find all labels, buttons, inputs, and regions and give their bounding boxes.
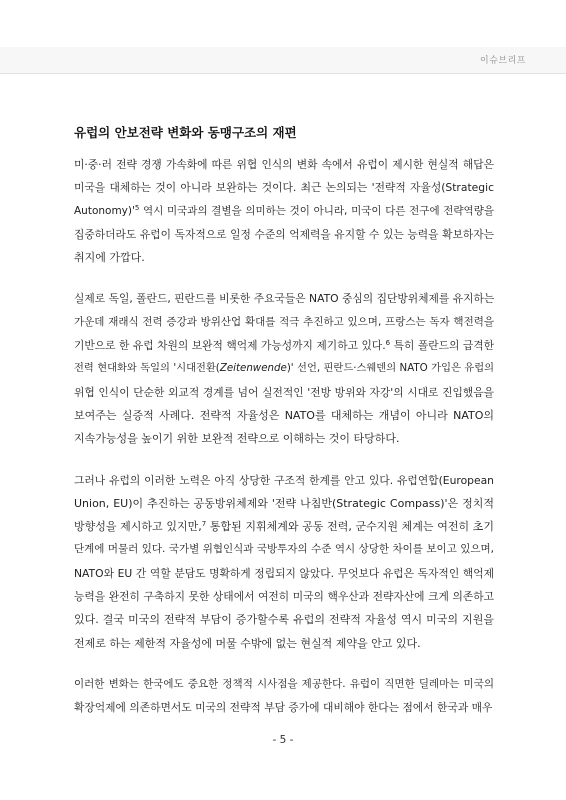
header-bar — [0, 47, 566, 73]
footnote-marker: 7 — [201, 520, 207, 529]
text-line: 보여주는 실증적 사례다. 전략적 자율성은 NATO를 대체하는 개념이 아니라 NATO의 — [74, 408, 494, 422]
text-line: 집중하더라도 유럽이 독자적으로 일정 수준의 억제력을 유지할 수 있는 능력을 확보하자는 — [74, 227, 494, 241]
text-line: 그러나 유럽의 이러한 노력은 아직 상당한 구조적 한계를 안고 있다. 유럽연합(European — [74, 473, 494, 487]
text-line: 미국을 대체하는 것이 아니라 보완하는 것이다. 최근 논의되는 '전략적 자율성(Strategic — [74, 181, 494, 195]
text-segment: 기반으로 한 유럽 차원의 보완적 핵억제 가능성까지 제기하고 있다. — [74, 339, 386, 353]
text-line: 위협 인식이 단순한 외교적 경계를 넘어 실전적인 '전방 방위와 자강'의 시대로 진입했음을 — [74, 385, 494, 399]
text-segment: Autonomy)' — [74, 204, 135, 217]
text-line — [74, 515, 494, 538]
text-line: 전력 현대화와 독일의 '시대전환(Zeitenwende)' 선언, 핀란드·스웨덴의 NATO 가입은 유럽의 — [74, 362, 494, 375]
footnote-marker: 5 — [134, 203, 140, 212]
text-line: 능력을 완전히 구축하지 못한 상태에서 여전히 미국의 핵우산과 전략자산에 크게 의존하고 — [74, 590, 494, 604]
text-line: Union, EU)이 추진하는 공동방위체제와 '전략 나침반(Strategic Compass)'은 정치적 — [74, 496, 494, 510]
text-line: 미·중·러 전략 경쟁 가속화에 따른 위협 인식의 변화 속에서 유럽이 제시한 현실적 해답은 — [74, 158, 494, 171]
text-segment: 방향성을 제시하고 있지만, — [74, 520, 202, 534]
text-line: 실제로 독일, 폴란드, 핀란드를 비롯한 주요국들은 NATO 중심의 집단방위체제를 유지하는 — [74, 292, 495, 306]
text-line: 단계에 머물러 있다. 국가별 위협인식과 국방투자의 수준 역시 상당한 차이를 보이고 있으며, — [74, 543, 494, 556]
text-line: 지속가능성을 높이기 위한 보완적 전략으로 이해하는 것이 타당하다. — [74, 432, 400, 446]
header-divider — [0, 73, 566, 74]
header-label: 이슈브리프 — [480, 56, 526, 66]
text-line: 취지에 가깝다. — [74, 251, 145, 265]
page-number: - 5 - — [272, 734, 294, 746]
paragraph — [74, 673, 494, 720]
paragraph — [74, 469, 494, 655]
text-line: 가운데 재래식 전력 증강과 방위산업 확대를 적극 추진하고 있으며, 프랑스는 독자 핵전력을 — [74, 315, 494, 328]
section-title: 유럽의 안보전략 변화와 동맹구조의 재편 — [74, 125, 297, 140]
text-line: 이러한 변화는 한국에도 중요한 정책적 시사점을 제공한다. 유럽이 직면한 딜레마는 미국의 — [74, 677, 494, 690]
body-text — [74, 153, 494, 738]
text-line: NATO와 EU 간 역할 분담도 명확하게 정립되지 않았다. 무엇보다 유럽은 독자적인 핵억제 — [74, 566, 494, 580]
paragraph — [74, 153, 494, 269]
text-segment: 역시 미국과의 결별을 의미하는 것이 아니라, 미국이 다른 전구에 전략역량을 — [139, 204, 494, 217]
text-line — [74, 200, 494, 223]
text-segment: 특히 폴란드의 급격한 — [390, 339, 495, 353]
text-line: 전제로 하는 제한적 자율성에 머물 수밖에 없는 현실적 제약을 안고 있다. — [74, 636, 421, 650]
text-line: 확장억제에 의존하면서도 미국의 전략적 부담 증가에 대비해야 한다는 점에서 한국과 매우 — [74, 701, 493, 715]
text-segment: 통합된 지휘체계와 공동 전력, 군수지원 체계는 여전히 초기 — [206, 520, 495, 534]
footnote-marker: 6 — [385, 339, 391, 348]
text-line — [74, 334, 494, 357]
text-line: 있다. 결국 미국의 전략적 부담이 증가할수록 유럽의 전략적 자율성 역시 미국의 지원을 — [74, 613, 494, 627]
paragraph — [74, 287, 494, 450]
